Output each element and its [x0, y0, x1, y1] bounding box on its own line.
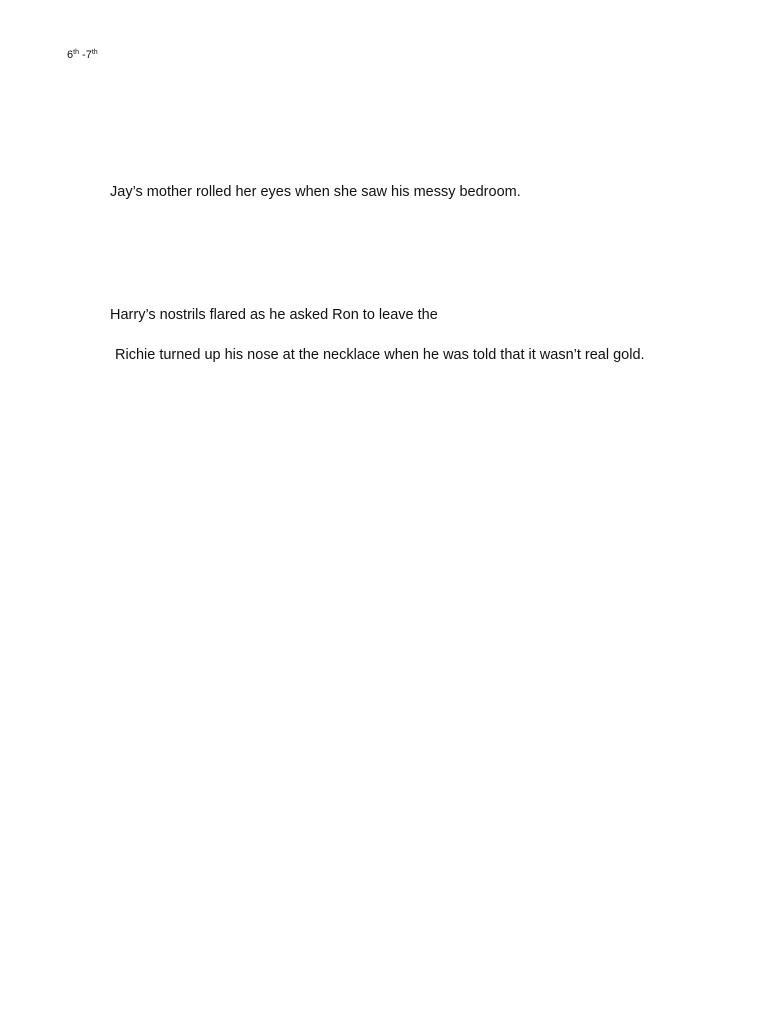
grade-end-number: 7	[85, 49, 92, 61]
sentence-jay: Jay’s mother rolled her eyes when she saw his messy bedroom.	[110, 184, 521, 200]
grade-start-suffix: th	[73, 49, 79, 56]
grade-range-label	[67, 48, 98, 62]
sentence-richie: Richie turned up his nose at the necklace when he was told that it wasn’t real gold.	[115, 347, 645, 363]
grade-start-number: 6	[67, 49, 74, 61]
grade-end-suffix: th	[91, 49, 98, 56]
grade-separator: -	[78, 49, 86, 61]
sentence-harry: Harry’s nostrils flared as he asked Ron to leave the	[110, 307, 438, 323]
